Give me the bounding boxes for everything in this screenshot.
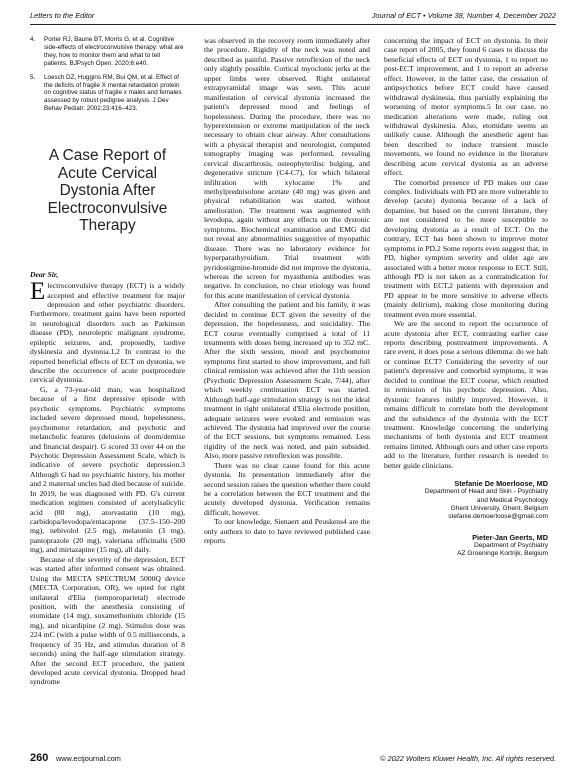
column-2 [204, 36, 370, 546]
column-3 [384, 36, 548, 559]
author-name: Pieter-Jan Geerts, MD [472, 532, 548, 542]
body-paragraph: The comorbid presence of PD makes our case complex. Individuals with PD are more vulnerable to develop (acute) dystonia because of a lack of dopamine, but based on the current literature, they are not considered to be more susceptible to developing dystonia as a result of ECT. On the contrary, ECT has been shown to improve motor symptoms in PD.2 Some reports even suggest that, in PD, higher symptom severity and older age are associated with a better motor response to ECT. Still, although PD is not taken as a contraindication for treatment with ECT,2 patients with depression and PD appear to be more sensitive to adverse effects (mainly delirium), making close monitoring during treatment even more essential. [384, 177, 548, 319]
author-signature [384, 480, 548, 521]
reference-item [30, 74, 185, 114]
reference-item [30, 36, 185, 68]
reference-text: Loesch DZ, Huggins RM, Bui QM, et al. Effect of the deficits of fragile X mental retardation protein on cognitive status of fragile x males and females assessed by robust pedigree analysis. J Dev Behav Pediatr. 2002;23:416–423. [44, 73, 182, 113]
header-section: Letters to the Editor [30, 11, 95, 20]
body-paragraph: Electroconvulsive therapy (ECT) is a widely accepted and effective treatment for major depression and other psychiatric disorders. Furthermore, treatment gains have been reported in neurological disorders such as Parkinson disease (PD), neuroleptic malignant syndrome, epileptic seizures, and, proposedly, tardive dyskinesia and dystonia.1,2 In contrast to the reported beneficial effects of ECT on dystonia, we describe the occurrence of acute postprocedure cervical dystonia. [30, 278, 185, 385]
column-1 [30, 36, 185, 687]
body-paragraph: We are the second to report the occurrence of acute dystonia after ECT, contrasting earlier case reports describing posttreatment improvements. A rare event, it does pose a serious dilemma: do we halt or continue ECT? Considering the severity of our patient's depressive and comorbid symptoms, it was decided to continue the ECT course, which resulted in remission of his psychotic depression. Also, dystonic features mildly improved. However, it remains difficult to correlate both the development and the subsidence of the dystonia with the ECT treatment. Knowledge concerning the underlying mechanisms of both dystonia and ECT treatment remains limited. Although ours and other case reports add to the literature, further research is needed to better guide clinicians. [384, 319, 548, 470]
running-header [30, 10, 556, 25]
body-paragraph: To our knowledge, Sienaert and Peuskens4 are the only authors to date to have reviewed published case reports [204, 517, 370, 546]
author-signature [384, 534, 548, 559]
author-name: Stefanie De Moerloose, MD [454, 479, 548, 489]
body-paragraph: was observed in the recovery room immediately after the procedure. Rigidity of the neck was noted and described as painful. Passive retroflexion of the neck only slightly possible. Cortical myoclonic jerks at the upper limbs were observed. Right unilateral extrapyramidal image was seen. This acute manifestation of cervical dystonia increased the patient's depressed mood and feelings of hopelessness. During the procedure, there was no hyperextension or extreme manipulation of the neck necessary to obtain clear airway. After consultations with a physical therapist and neurologist, computed tomography imaging was performed, revealing cervical discarthrosis, osteophyte/disc bulging, and degenerative stricture (C4-C7), for which bilateral infiltration with xylocaine 1% and methylprednisolone acetate (40 mg) was given and physical rehabilitation was started, without amelioration. The treatment was augmented with levodopa, again without any effects on the dystonic symptoms. Biochemical examination and EMG did not reveal any abnormalities suggestive of myopathic disease. There was no laboratory evidence for hyperparathyroidism. Trial treatment with pyridostigmine-bromide did not improve the dystonia, whereas the screen for myasthenia antibodies was negative. In conclusion, no clear etiology was found for this acute manifestation of cervical dystonia. [204, 36, 370, 300]
body-paragraph: concerning the impact of ECT on dystonia. In their case report of 2005, they found 6 cases to discuss the beneficial effects of ECT on dystonia, 1 to report no post-ECT improvement, and 1 to report an adverse effect. However, in the latter case, the cessation of antipsychotics before ECT could have caused withdrawal dyskinesia, thus partially explaining the worsening of motor symptoms.5 In our case, no medication alterations were made, ruling out withdrawal dyskinesia. Also, etomidate seems an unlikely cause. Although the anesthetic agent has been described to induce transient muscle movements, we found no evidence in the literature describing acute cervical dystonia as an adverse effect. [384, 36, 548, 178]
reference-number: 4. [30, 36, 36, 43]
author-affiliation: Department of Psychiatry [473, 541, 548, 549]
header-journal-info: Journal of ECT • Volume 38, Number 4, December 2022 [371, 11, 556, 20]
body-paragraph: There was no clear cause found for this acute dystonia. Its presentation immediately after the second session raises the question whether there could be a correlation between the ECT treatment and the acutely developed dystonia. Verification remains difficult, however. [204, 460, 370, 517]
page-footer [30, 752, 556, 764]
copyright-notice: © 2022 Wolters Kluwer Health, Inc. All rights reserved. [380, 754, 556, 763]
reference-list [30, 36, 185, 113]
body-paragraph: G, a 73-year-old man, was hospitalized because of a first depressive episode with psychotic symptoms. Psychiatric symptoms included severe depressed mood, hopelessness, psychomotor retardation, and psychotic and melancholic features (delusions of doom/demise and financial despair). G scored 33 over 44 on the Psychotic Depression Assessment Scale, which is indicative of severe psychotic depression.3 Although G had no psychiatric history, his mother and 2 maternal uncles had died because of suicide. In 2019, he was diagnosed with PD. G's current medication regimen consisted of acetylsalicylic acid (80 mg), atorvastatin (10 mg), carbidopa/levodopa/entacapone (37.5–150–200 mg), nebivolol (2.5 mg), melatonin (3 mg), pantoprazole (20 mg), valeriana officinalis (500 mg), and mirtazapine (15 mg), all daily. [30, 384, 185, 555]
drop-cap: E [30, 278, 46, 306]
salutation: Dear Sir, [30, 269, 59, 279]
reference-number: 5. [30, 73, 36, 81]
author-affiliation: Ghent University, Ghent, Belgium [450, 505, 548, 513]
reference-text: Porter RJ, Baune BT, Morris G, et al. Cognitive side-effects of electroconvulsive therapy: what are they, how to monitor them and what to tell patients. BJPsych Open. 2020;6:e40. [44, 36, 184, 67]
body-paragraph: Because of the severity of the depression, ECT was started after informed consent was obtained. Using the MECTA SPECTRUM 5000Q device (MECTA Corporation, OR), we opted for right unilateral d'Elia (temporoparietal) electrode position, with the anesthesia consisting of etomidate (14 mg), suxamethonium chloride (15 mg), and nicardipine (2 mg). Stimulus dose was 224 mC (with a pulse width of 0.5 milliseconds, a frequency of 35 Hz, and stimulus duration of 8 seconds) using the half-age stimulation strategy. After the second ECT procedure, the patient developed acute cervical dystonia. Dropped head syndrome [30, 554, 185, 687]
author-affiliation: Department of Head and Skin - Psychiatry [424, 488, 548, 496]
body-paragraph: After consulting the patient and his family, it was decided to continue ECT given the severity of the depression, the hopelessness, and suicidality. The ECT course eventually comprised a total of 11 treatments with doses being increased up to 352 mC. After the sixth session, mood and psychomotor symptoms first started to show improvement, and full clinical remission was achieved after the 11th session (Psychotic Depression Assessment Scale, 7/44), after which weekly continuation ECT was started. Although half-age stimulation strategy is not the ideal treatment in right unilateral d'Elia electrode position, adequate seizures were evoked and remission was achieved. The dystonia had improved over the course of the ECT sessions, but symptoms remained. Less rigidity of the neck was noted, and pain subsided. Also, more passive retroflexion was possible. [204, 300, 370, 461]
article-title: A Case Report of Acute Cervical Dystonia After Electroconvulsive Therapy [47, 147, 168, 235]
author-email[interactable]: stefanie.demoerloose@gmail.com [448, 513, 548, 521]
author-affiliation: and Medical Psychology [476, 496, 548, 504]
journal-url[interactable]: www.ectjournal.com [56, 754, 121, 763]
author-affiliation: AZ Groeninge Kortrijk, Belgium [457, 550, 548, 558]
page-number: 260 [30, 752, 49, 764]
